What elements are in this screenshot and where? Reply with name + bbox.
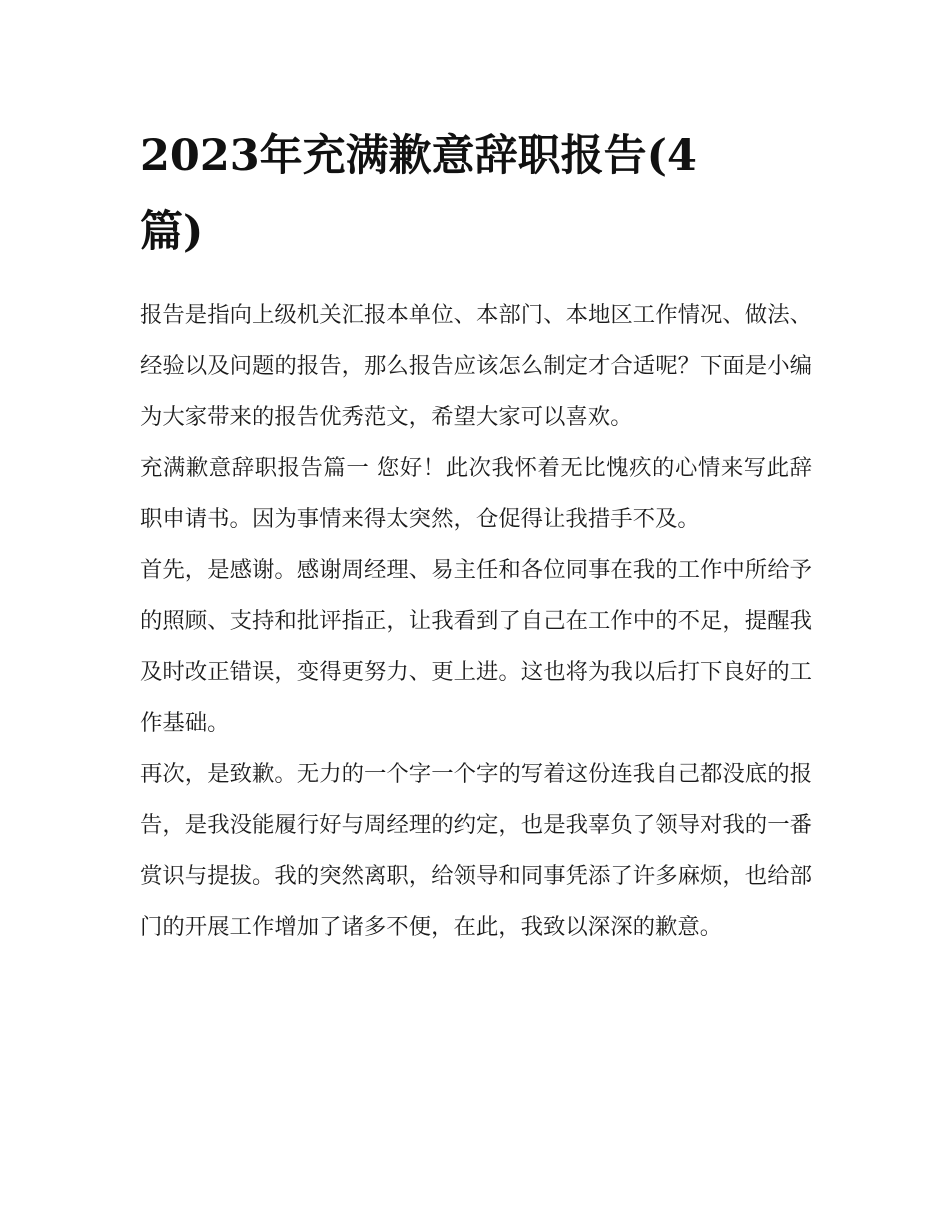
document-title: 2023年充满歉意辞职报告(4篇): [140, 131, 697, 257]
document-content: [140, 118, 812, 953]
document-body: [140, 290, 812, 953]
paragraph-greeting: 充满歉意辞职报告篇一 您好！此次我怀着无比愧疚的心情来写此辞职申请书。因为事情来得太突然，仓促得让我措手不及。: [140, 455, 812, 532]
paragraph-apology: 再次，是致歉。无力的一个字一个字的写着这份连我自己都没底的报告，是我没能履行好与周经理的约定，也是我辜负了领导对我的一番赏识与提拔。我的突然离职，给领导和同事凭添了许多麻烦，也给部门的开展工作增加了诸多不便，在此，我致以深深的歉意。: [140, 761, 812, 940]
paragraph-intro: 报告是指向上级机关汇报本单位、本部门、本地区工作情况、做法、经验以及问题的报告，那么报告应该怎么制定才合适呢？下面是小编为大家带来的报告优秀范文，希望大家可以喜欢。: [140, 302, 812, 430]
paragraph-thanks: 首先，是感谢。感谢周经理、易主任和各位同事在我的工作中所给予的照顾、支持和批评指正，让我看到了自己在工作中的不足，提醒我及时改正错误，变得更努力、更上进。这也将为我以后打下良好的工作基础。: [140, 557, 812, 736]
